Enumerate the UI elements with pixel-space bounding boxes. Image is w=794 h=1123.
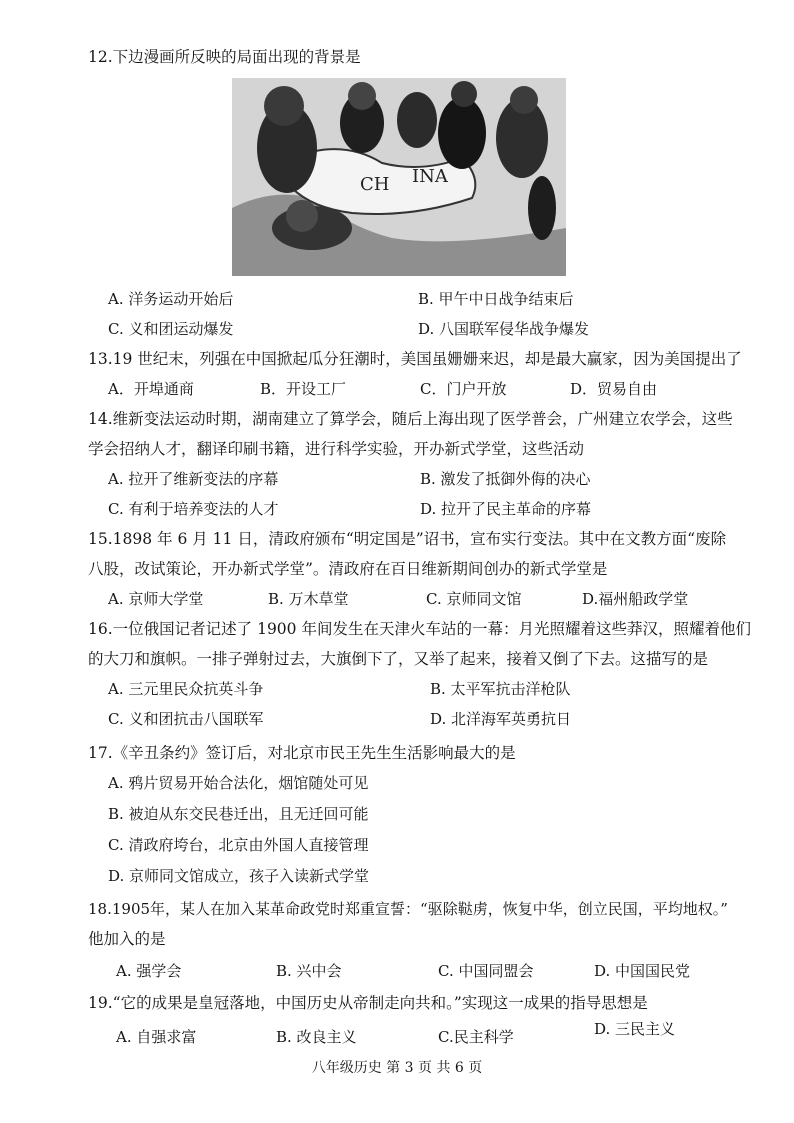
question-15-stem-line2: 八股，改试策论，开办新式学堂”。清政府在百日维新期间创办的新式学堂是 [88, 560, 608, 578]
question-17-options [108, 768, 708, 892]
page-footer: 八年级历史 第 3 页 共 6 页 [311, 1060, 483, 1076]
question-13-options [108, 374, 708, 404]
question-16-stem-line1: 16.一位俄国记者记述了 1900 年间发生在天津火车站的一幕：月光照耀着这些莽汉，照耀着他们 [88, 620, 751, 638]
question-14-stem-line1: 14.维新变法运动时期，湖南建立了算学会，随后上海出现了医学普会，广州建立农学会，这些 [88, 410, 733, 428]
option-18c[interactable]: C. 中国同盟会 [438, 962, 534, 980]
cartoon-illustration [232, 78, 566, 276]
question-18-stem-line1: 18.1905年，某人在加入某革命政党时郑重宣誓：“驱除鞑虏，恢复中华，创立民国，平均地权。” [88, 900, 728, 918]
question-18-options [116, 956, 716, 986]
option-16b[interactable]: B. 太平军抗击洋枪队 [430, 680, 571, 698]
option-15c[interactable]: C. 京师同文馆 [426, 590, 522, 608]
cartoon-image [232, 78, 566, 276]
question-12-stem: 12.下边漫画所反映的局面出现的背景是 [88, 48, 361, 66]
question-14-options [108, 464, 708, 524]
question-15-stem-line1: 15.1898 年 6 月 11 日，清政府颁布“明定国是”诏书，宣布实行变法。其中在文教方面“废除 [88, 530, 727, 548]
option-14c[interactable]: C. 有利于培养变法的人才 [108, 500, 279, 518]
cartoon-label-ina: INA [412, 166, 448, 187]
option-19b[interactable]: B. 改良主义 [276, 1028, 357, 1046]
question-13-stem: 13.19 世纪末，列强在中国掀起瓜分狂潮时，美国虽姗姗来迟，却是最大赢家，因为美国提出了 [88, 350, 742, 368]
option-16c[interactable]: C. 义和团抗击八国联军 [108, 710, 264, 728]
option-13c[interactable]: C．门户开放 [420, 380, 507, 398]
question-12-options [108, 284, 708, 344]
option-16d[interactable]: D. 北洋海军英勇抗日 [430, 710, 572, 728]
option-16a[interactable]: A. 三元里民众抗英斗争 [108, 680, 264, 698]
option-17d[interactable]: D. 京师同文馆成立，孩子入读新式学堂 [108, 867, 370, 885]
cartoon-label-ch: CH [360, 174, 390, 195]
question-19-stem: 19.“它的成果是皇冠落地，中国历史从帝制走向共和。”实现这一成果的指导思想是 [88, 994, 648, 1012]
option-15b[interactable]: B. 万木草堂 [268, 590, 349, 608]
option-12c[interactable]: C. 义和团运动爆发 [108, 320, 234, 338]
option-12b[interactable]: B. 甲午中日战争结束后 [418, 290, 574, 308]
option-13b[interactable]: B．开设工厂 [260, 380, 347, 398]
question-19-options [116, 1022, 716, 1052]
option-18b[interactable]: B. 兴中会 [276, 962, 342, 980]
question-16-stem-line2: 的大刀和旗帜。一排子弹射过去，大旗倒下了，又举了起来，接着又倒了下去。这描写的是 [88, 650, 709, 668]
question-17-stem: 17.《辛丑条约》签订后，对北京市民王先生生活影响最大的是 [88, 744, 516, 762]
option-19c[interactable]: C.民主科学 [438, 1028, 514, 1046]
option-15d[interactable]: D.福州船政学堂 [582, 590, 689, 608]
option-13d[interactable]: D．贸易自由 [570, 380, 658, 398]
option-14b[interactable]: B. 激发了抵御外侮的决心 [420, 470, 591, 488]
question-16-options [108, 674, 708, 734]
option-17a[interactable]: A. 鸦片贸易开始合法化，烟馆随处可见 [108, 774, 369, 792]
question-18-stem-line2: 他加入的是 [88, 930, 166, 948]
option-19a[interactable]: A. 自强求富 [116, 1028, 197, 1046]
option-18a[interactable]: A. 强学会 [116, 962, 182, 980]
option-19d[interactable]: D. 三民主义 [594, 1020, 676, 1038]
question-14-stem-line2: 学会招纳人才，翻译印刷书籍，进行科学实验，开办新式学堂，这些活动 [88, 440, 585, 458]
option-15a[interactable]: A. 京师大学堂 [108, 590, 204, 608]
option-13a[interactable]: A．开埠通商 [108, 380, 194, 398]
option-14a[interactable]: A. 拉开了维新变法的序幕 [108, 470, 279, 488]
option-14d[interactable]: D. 拉开了民主革命的序幕 [420, 500, 592, 518]
option-12a[interactable]: A. 洋务运动开始后 [108, 290, 234, 308]
option-18d[interactable]: D. 中国国民党 [594, 962, 691, 980]
question-15-options [108, 584, 708, 614]
option-17c[interactable]: C. 清政府垮台，北京由外国人直接管理 [108, 836, 369, 854]
option-17b[interactable]: B. 被迫从东交民巷迁出，且无迁回可能 [108, 805, 369, 823]
option-12d[interactable]: D. 八国联军侵华战争爆发 [418, 320, 590, 338]
